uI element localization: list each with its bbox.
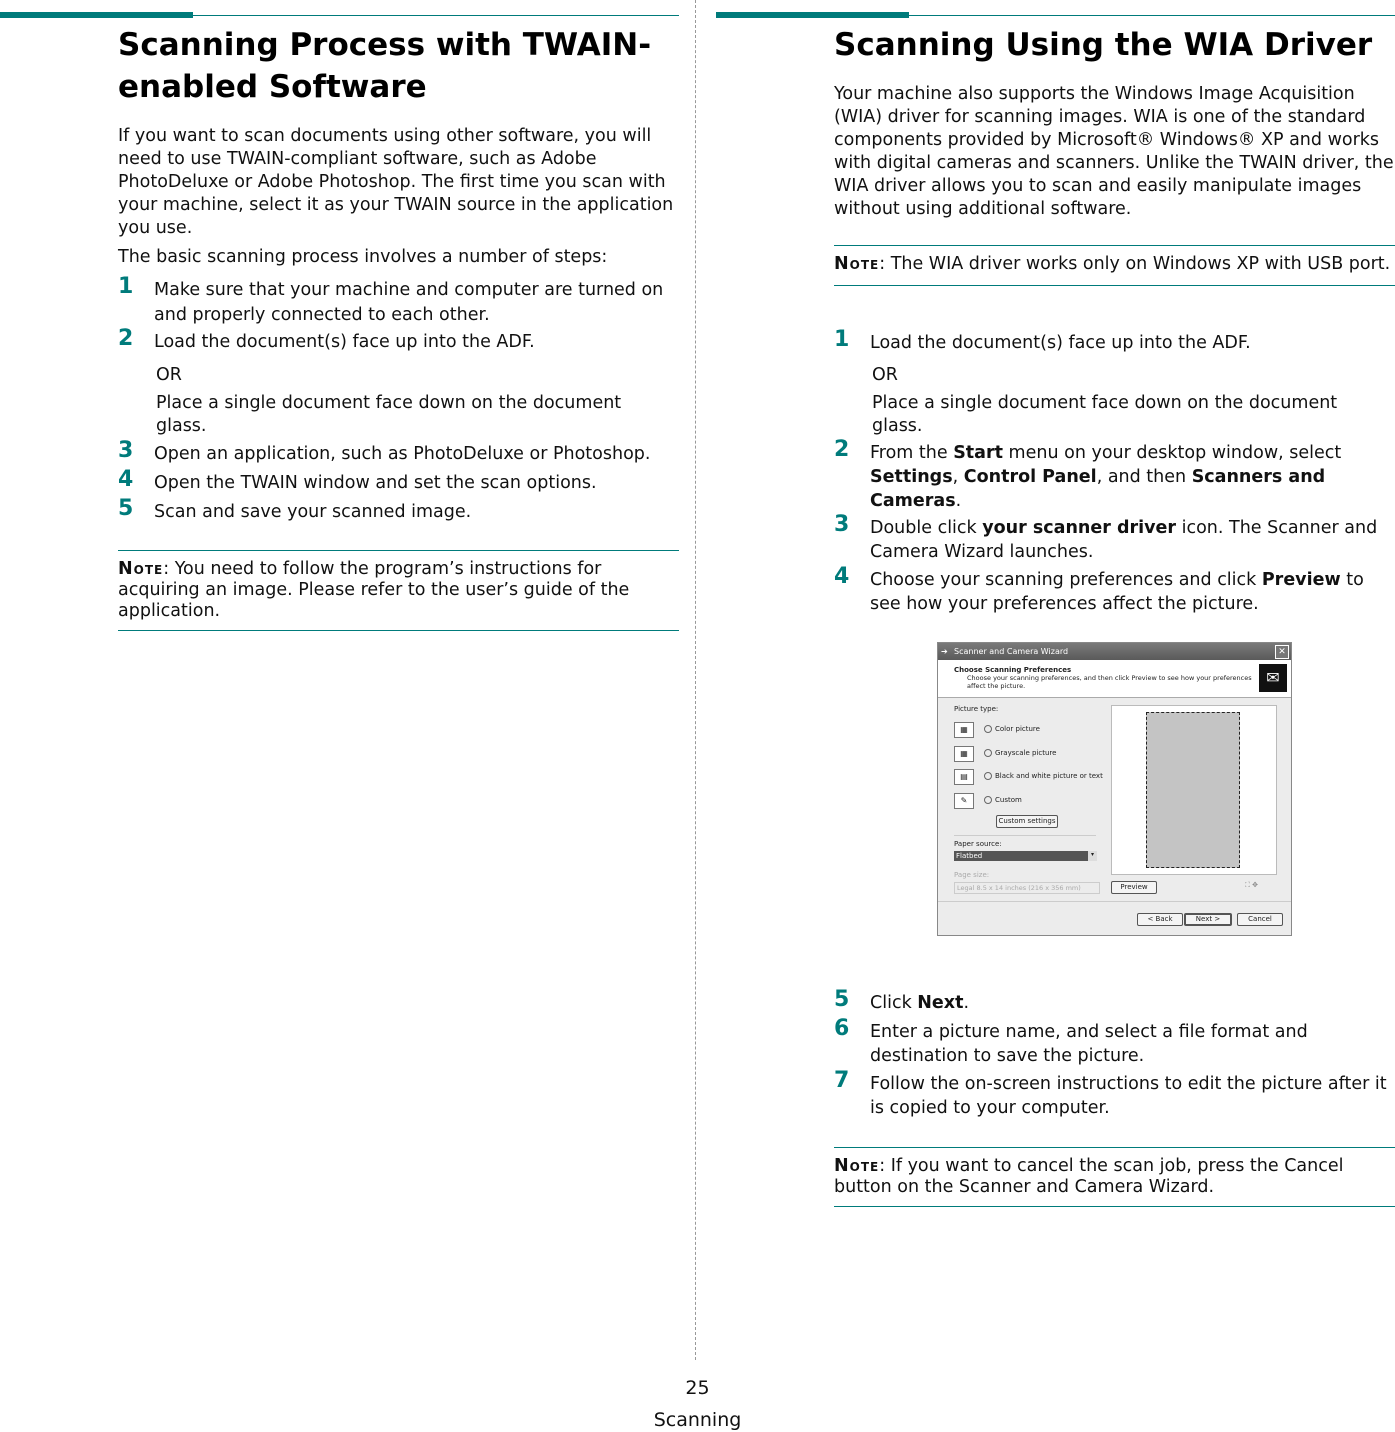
step-number: 1 [834, 327, 850, 352]
zoom-fit-icon[interactable]: ⛶ ✥ [1245, 881, 1258, 889]
section-name: Scanning [653, 1409, 742, 1431]
step-number: 2 [118, 326, 134, 351]
paper-source-label: Paper source: [954, 840, 1002, 848]
step-text [870, 331, 1395, 355]
step-number: 1 [118, 274, 134, 299]
separator [938, 901, 1291, 902]
scanner-camera-icon: ✉ [1259, 664, 1287, 692]
wizard-subheading: Choose your scanning preferences, and then click Preview to see how your preferences affect the picture. [967, 674, 1252, 690]
left-note [118, 550, 679, 631]
step-number: 3 [118, 438, 134, 463]
step-item [834, 327, 1395, 436]
step-text-segment: Enter a picture name, and select a file format and destination to save the picture. [870, 1022, 1308, 1066]
preview-area [1111, 705, 1277, 875]
step-number: 2 [834, 437, 850, 462]
step-text-segment: Follow the on-screen instructions to edit the picture after it is copied to your computer. [870, 1074, 1387, 1118]
step-text-bold: Scanners and Cameras [870, 467, 1326, 511]
step-alt-text: Place a single document face down on the document glass. [156, 393, 622, 436]
right-note-wia [834, 245, 1395, 286]
step-text: Scan and save your scanned image. [154, 502, 472, 522]
step-text-segment: . [963, 993, 970, 1013]
step-number: 6 [834, 1016, 850, 1041]
step-item [834, 564, 1395, 614]
step-text [870, 516, 1395, 564]
bw-picture-icon: ▤ [954, 769, 974, 785]
header-accent-right [716, 12, 909, 18]
step-item [118, 467, 683, 501]
step-item [118, 274, 683, 325]
wizard-heading: Choose Scanning Preferences [954, 666, 1072, 674]
step-text-segment: Load the document(s) face up into the ADF. [870, 333, 1251, 353]
step-text-segment: From the [870, 443, 954, 463]
note-text: : You need to follow the program’s instructions for acquiring an image. Please refer to the user’s guide of the application. [118, 559, 630, 621]
header-accent-left [0, 12, 193, 18]
step-or: OR [156, 365, 182, 385]
step-text-bold: Next [917, 993, 964, 1013]
separator [954, 835, 1096, 836]
step-text-segment: menu on your desktop window, select [1002, 443, 1342, 463]
step-text-bold: Start [953, 443, 1003, 463]
step-number: 7 [834, 1068, 850, 1093]
step-item [834, 512, 1395, 562]
wizard-arrow-icon: ➔ [941, 647, 948, 656]
grayscale-picture-icon: ▦ [954, 746, 974, 762]
color-picture-icon: ▦ [954, 722, 974, 738]
right-intro: Your machine also supports the Windows Image Acquisition (WIA) driver for scanning images. WIA is one of the standard components provided by Microsoft® Windows® XP and works with digital cameras and scanners. Unlike the TWAIN driver, the WIA driver allows you to scan and easily manipulate images without using additional software. [834, 84, 1394, 219]
custom-settings-button[interactable]: Custom settings [996, 815, 1058, 828]
page-size-label: Page size: [954, 871, 990, 879]
column-divider [695, 0, 696, 1360]
step-alt-text: Place a single document face down on the document glass. [872, 393, 1338, 436]
step-item [834, 437, 1395, 511]
step-number: 5 [118, 496, 134, 521]
step-text-bold: Settings [870, 467, 953, 487]
radio-bw[interactable]: Black and white picture or text [984, 772, 1103, 780]
radio-grayscale[interactable]: Grayscale picture [984, 749, 1056, 757]
step-text-segment: icon. The Scanner and Camera Wizard launches. [870, 518, 1378, 562]
header-rule-left [193, 15, 679, 16]
wizard-title: Scanner and Camera Wizard [954, 647, 1069, 656]
chevron-down-icon[interactable]: ▾ [1088, 851, 1097, 861]
left-title: Scanning Process with TWAIN-enabled Software [118, 27, 652, 105]
step-text-segment: . [955, 491, 962, 511]
step-item [118, 326, 683, 436]
step-text [870, 1020, 1395, 1068]
back-button[interactable]: < Back [1137, 913, 1183, 926]
step-item [834, 1068, 1395, 1118]
note-label: Note [118, 559, 164, 579]
step-text-segment: Click [870, 993, 918, 1013]
step-text-segment: , [952, 467, 964, 487]
step-or: OR [872, 365, 898, 385]
step-text: Load the document(s) face up into the ADF. [154, 332, 535, 352]
step-item [118, 496, 683, 530]
header-rule-right [909, 15, 1395, 16]
left-lead: The basic scanning process involves a number of steps: [118, 247, 608, 267]
step-text [870, 568, 1395, 616]
step-text [870, 441, 1395, 513]
step-item [834, 1016, 1395, 1066]
step-text-segment: Choose your scanning preferences and click [870, 570, 1262, 590]
step-text-bold: Control Panel [963, 467, 1097, 487]
right-title: Scanning Using the WIA Driver [834, 27, 1373, 63]
step-text-bold: your scanner driver [982, 518, 1177, 538]
paper-source-select[interactable]: Flatbed [954, 851, 1088, 861]
close-icon[interactable]: ✕ [1275, 645, 1289, 659]
scan-region[interactable] [1146, 712, 1240, 868]
radio-custom[interactable]: Custom [984, 796, 1022, 804]
cancel-button[interactable]: Cancel [1237, 913, 1283, 926]
wizard-titlebar [938, 643, 1291, 660]
right-note-cancel [834, 1147, 1395, 1207]
step-item [834, 987, 1395, 1021]
step-item [118, 438, 683, 472]
step-number: 3 [834, 512, 850, 537]
note-label: Note [834, 1156, 880, 1176]
scanner-wizard-screenshot [937, 642, 1292, 936]
custom-icon: ✎ [954, 793, 974, 809]
wizard-header [938, 660, 1291, 698]
step-text-segment: to see how your preferences affect the picture. [870, 570, 1364, 614]
picture-type-label: Picture type: [954, 705, 999, 713]
preview-button[interactable]: Preview [1111, 881, 1157, 894]
step-text [870, 991, 1395, 1015]
note-text: : If you want to cancel the scan job, press the Cancel button on the Scanner and Camera Wizard. [834, 1156, 1344, 1197]
page-size-select[interactable]: Legal 8.5 x 14 inches (216 x 356 mm) [954, 882, 1100, 894]
step-number: 5 [834, 987, 850, 1012]
left-intro: If you want to scan documents using other software, you will need to use TWAIN-compliant software, such as Adobe PhotoDeluxe or Adobe Photoshop. The first time you scan with your machine, select it as your TWAIN source in the application you use. [118, 126, 674, 238]
step-text: Open the TWAIN window and set the scan options. [154, 473, 597, 493]
note-text: : The WIA driver works only on Windows XP with USB port. [879, 254, 1391, 274]
step-text-segment: , and then [1096, 467, 1192, 487]
step-text: Make sure that your machine and computer are turned on and properly connected to each other. [154, 280, 664, 325]
note-label: Note [834, 254, 880, 274]
step-text-segment: Double click [870, 518, 983, 538]
radio-color[interactable]: Color picture [984, 725, 1040, 733]
step-text: Open an application, such as PhotoDeluxe or Photoshop. [154, 444, 651, 464]
step-text-bold: Preview [1261, 570, 1341, 590]
page-number: 25 [685, 1377, 710, 1399]
step-text [870, 1072, 1395, 1120]
step-number: 4 [834, 564, 850, 589]
next-button[interactable]: Next > [1184, 913, 1232, 926]
step-number: 4 [118, 467, 134, 492]
